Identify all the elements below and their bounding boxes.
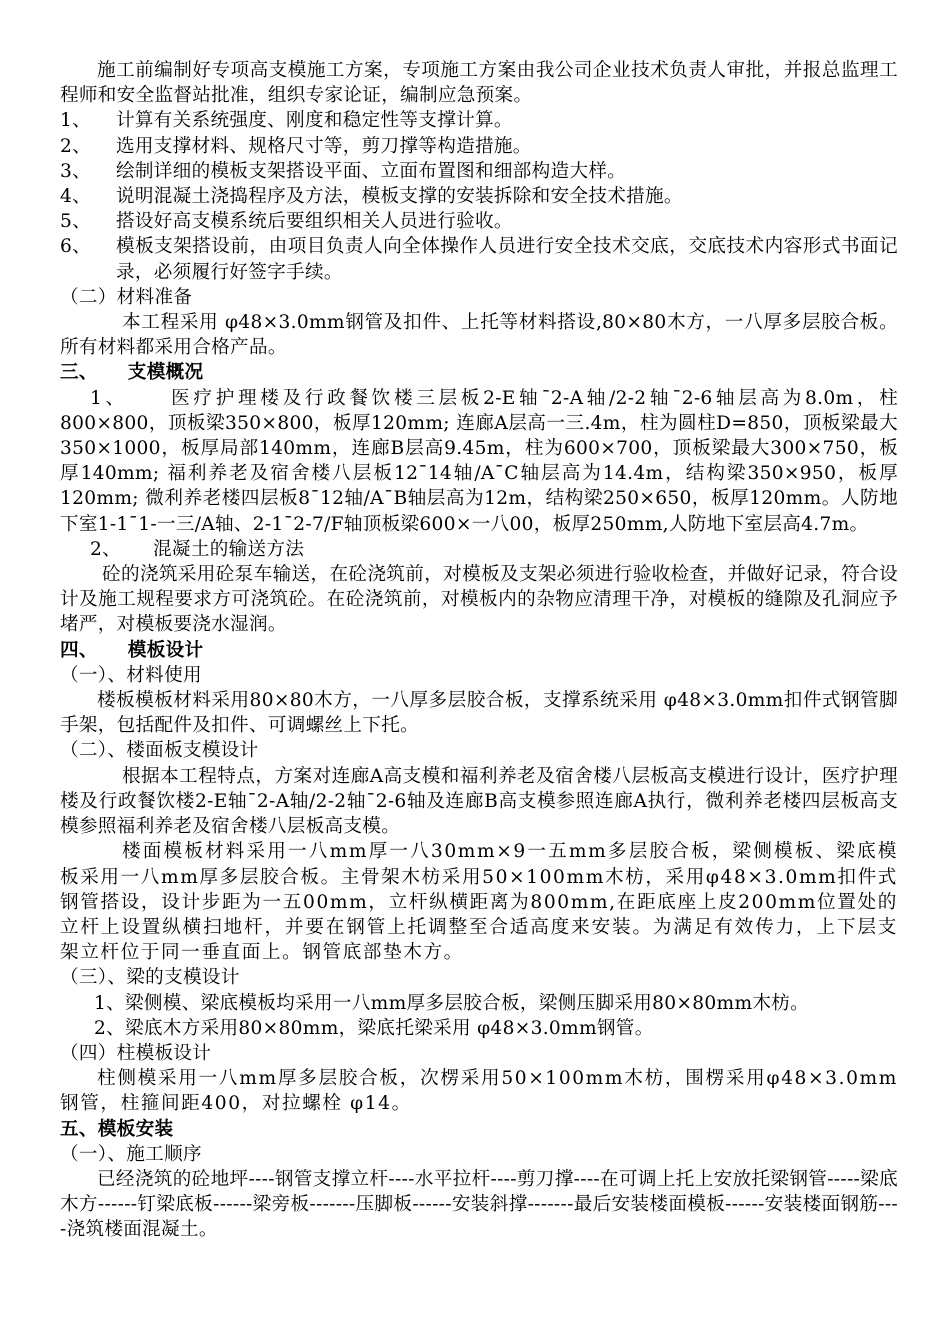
concrete-delivery-heading [60,537,898,562]
requirement-list [60,108,898,284]
beam-design-line-1: 1、梁侧模、梁底模板均采用一八mm厚多层胶合板，梁侧压脚采用80×80mm木枋。 [94,992,810,1014]
item-number: 2、 [90,538,122,560]
column-formwork-heading: （四）柱模板设计 [60,1042,212,1064]
item-number: 6、 [60,236,92,258]
section-5-heading: 五、模板安装 [60,1118,174,1140]
materials-use-heading: （一）、材料使用 [60,664,202,686]
section-4-heading [60,638,898,663]
materials-paragraph: 本工程采用 φ48×3.0mm钢管及扣件、上托等材料搭设,80×80木方，一八厚多层胶合板。所有材料都采用合格产品。 [60,312,898,359]
construction-sequence-paragraph: 已经浇筑的砼地坪----钢管支撑立杆----水平拉杆----剪刀撑----在可调上托上安放托梁钢管-----梁底木方------钉梁底板------梁旁板-------压脚板------安装斜撑-------最后安装楼面模板------安装楼面钢筋----浇筑楼面混凝土。 [60,1168,898,1241]
item-text: 计算有关系统强度、刚度和稳定性等支撑计算。 [116,110,513,132]
concrete-delivery-paragraph: 砼的浇筑采用砼泵车输送，在砼浇筑前，对模板及支架必须进行验收检查，并做好记录，符合设计及施工规程要求方可浇筑砼。在砼浇筑前，对模板内的杂物应清理干净，对模板的缝隙及孔洞应予堵严，对模板要浇水湿润。 [60,564,898,636]
document-page [60,58,898,1243]
support-overview-text: 医疗护理楼及行政餐饮楼三层板2-E轴¯2-A轴/2-2轴¯2-6轴层高为8.0m，柱800×800，顶板梁350×800，板厚120mm; 连廊A层高一三.4m，柱为圆柱D=850，顶板梁最大350×1000，板厚局部140mm，连廊B层高9.45m，柱为600×700，顶板梁最大300×750，板厚140mm; 福利养老及宿舍楼八层板12¯14轴/A¯C轴层高为14.4m，结构梁350×950，板厚120mm; 微利养老楼四层板8¯12轴/A¯B轴层高为12m，结构梁250×650，板厚120mm。人防地下室1-1¯1-一三/A轴、2-1¯2-7/F轴顶板梁600×一八00，板厚250mm,人防地下室层高4.7m。 [60,387,898,535]
item-number: 3、 [60,160,92,182]
list-item [60,134,898,159]
floor-slab-design-heading: （二）、楼面板支模设计 [60,740,259,762]
item-title: 混凝土的输送方法 [153,538,305,560]
beam-design-heading: （三）、梁的支模设计 [60,967,240,989]
item-number: 4、 [60,186,92,208]
item-text: 搭设好高支模系统后要组织相关人员进行验收。 [116,211,513,233]
construction-sequence-heading: （一）、施工顺序 [60,1143,202,1165]
item-text: 选用支撑材料、规格尺寸等，剪刀撑等构造措施。 [116,135,532,157]
item-number: 1、 [60,110,92,132]
section-title: 模板设计 [127,639,204,661]
section-number: 三、 [60,362,98,384]
floor-slab-design-paragraph-1: 根据本工程特点，方案对连廊A高支模和福利养老及宿舍楼八层板高支模进行设计，医疗护理楼及行政餐饮楼2-E轴¯2-A轴/2-2轴¯2-6轴及连廊B高支模参照连廊A执行，微利养老楼四层板高支模参照福利养老及宿舍楼八层板高支模。 [60,765,898,838]
item-text: 说明混凝土浇捣程序及方法，模板支撑的安装拆除和安全技术措施。 [116,186,683,208]
item-text: 绘制详细的模板支架搭设平面、立面布置图和细部构造大样。 [116,160,627,182]
section-title: 支模概况 [127,362,204,384]
list-item [60,209,898,234]
beam-design-line-2: 2、梁底木方采用80×80mm，梁底托梁采用 φ48×3.0mm钢管。 [94,1017,654,1039]
materials-use-paragraph: 楼板模板材料采用80×80木方，一八厚多层胶合板，支撑系统采用 φ48×3.0mm扣件式钢管脚手架，包括配件及扣件、可调螺丝上下托。 [60,690,898,737]
subsection-materials-heading: （二）材料准备 [60,286,193,308]
item-number: 1、 [90,387,128,409]
item-number: 2、 [60,135,92,157]
section-3-heading [60,360,898,385]
item-text: 模板支架搭设前，由项目负责人向全体操作人员进行安全技术交底，交底技术内容形式书面记录，必须履行好签字手续。 [116,236,898,283]
support-overview-paragraph [60,386,898,537]
list-item [60,184,898,209]
intro-paragraph: 施工前编制好专项高支模施工方案，专项施工方案由我公司企业技术负责人审批，并报总监理工程师和安全监督站批准，组织专家论证，编制应急预案。 [60,60,898,107]
list-item [60,159,898,184]
list-item [60,234,898,284]
list-item [60,108,898,133]
column-formwork-paragraph: 柱侧模采用一八mm厚多层胶合板，次楞采用50×100mm木枋，围楞采用φ48×3.0mm钢管，柱箍间距400，对拉螺栓 φ14。 [60,1068,898,1115]
item-number: 5、 [60,211,92,233]
section-number: 四、 [60,639,98,661]
floor-slab-design-paragraph-2: 楼面模板材料采用一八mm厚一八30mm×9一五mm多层胶合板，梁侧模板、梁底模板采用一八mm厚多层胶合板。主骨架木枋采用50×100mm木枋，采用φ48×3.0mm扣件式钢管搭设，设计步距为一五00mm，立杆纵横距离为800mm,在距底座上皮200mm位置处的立杆上设置纵横扫地杆，并要在钢管上托调整至合适高度来安装。为满足有效传力，上下层支架立杆位于同一垂直面上。钢管底部垫木方。 [60,841,898,964]
